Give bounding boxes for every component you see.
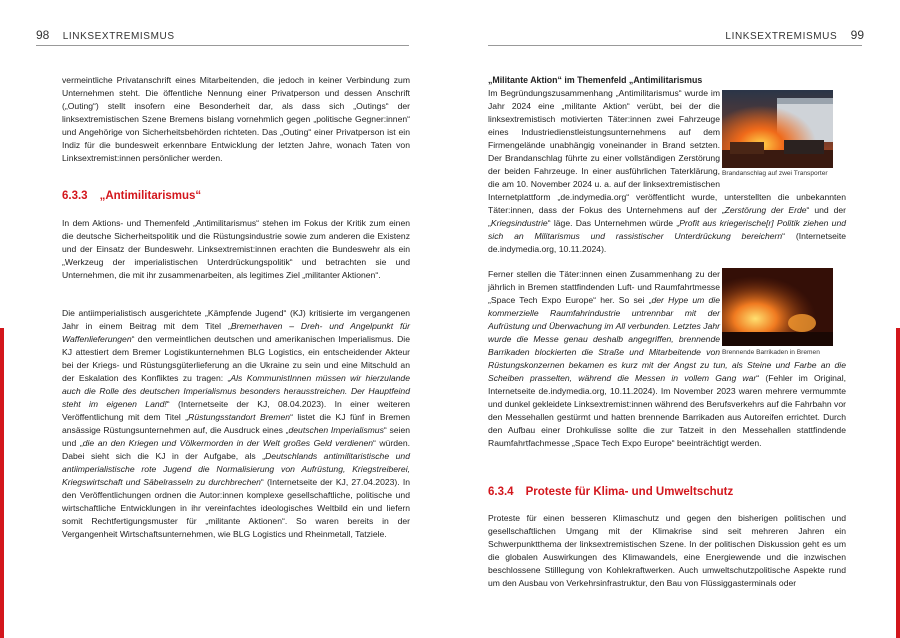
subheading-militante-aktion: „Militante Aktion“ im Themenfeld „Antimilitarismus	[488, 75, 703, 85]
section-6-3-3-heading	[62, 190, 201, 202]
right-block-2: Ferner stellen die Täter:innen einen Zusammenhang zu der jährlich in Bremen stattfindenden Luft- und Raumfahrtmesse „Space Tech Expo Europe“ her. So sei „der Hype um die kommerzielle Raumfahrindustrie untrennbar mit der Aufrüstung und Überwachung im All verbunden. Letztes Jahr wurde die Messe genau deshalb angegriffen, brennende Barrikaden blockierten die Straße und Mitarbeitende von Rüstungskonzernen bekamen es kurz mit der Angst zu tun, als Steine und Farbe an die Scheiben prasselten, während die Messen in vollem Gang war“ (Fehler im Original, Internetseite de.indymedia.org, 10.11.2024). Im November 2023 waren mehrere vermummte und dunkel gekleidete Linksextremist:innen während des Berufsverkehrs auf die Fahrbahn vor den Messehallen gestürmt und hatten brennende Barrikaden aus Autoreifen errichtet. Durch den Aufbau einer Drohkulisse sollte die zur Tatzeit in den Messehallen stattfindende Raumfahrtfachmesse „Space Tech Expo Europe“ beeinträchtigt werden.	[488, 269, 846, 448]
right-page	[450, 0, 900, 638]
section-6-3-4-heading	[488, 486, 733, 498]
right-header-rule	[488, 45, 862, 46]
caption-photo-1: Brandanschlag auf zwei Transporter	[722, 170, 828, 177]
left-para-2	[62, 217, 410, 282]
section-number-2: 6.3.4	[488, 486, 514, 498]
right-block-1: Im Begründungszusammenhang „Antimilitarismus“ wurde im Jahr 2024 eine „militante Aktion“ verübt, bei der die linksextremistisch motivierten Täter:innen zwei Fahrzeuge eines Industriedienstleistungsunternehmens auf dem Firmengelände unabhängig voneinander in Brand setzten. Der Brandanschlag führte zu einer vollständigen Zerstörung der beiden Fahrzeuge. In einer ausführlichen Taterklärung, die am 10. November 2024 u. a. auf der linksextremistischen Internetplattform „de.indymedia.org“ veröffentlicht wurde, unterstellten die unbekannten Täter:innen, dass der Fokus des Unternehmens auf der „Zerstörung der Erde“ und der „Kriegsindustrie“ läge. Das Unternehmen würde „Profit aus kriegerische[r] Politik ziehen und sich an Militarismus und rassistischer Unterdrückung bereichern“ (Internetseite de.indymedia.org, 10.11.2024).	[488, 88, 847, 254]
left-page-number: 98	[36, 28, 50, 42]
left-para-3	[62, 307, 410, 541]
left-para-3-text: Die antiimperialistisch ausgerichtete „Kämpfende Jugend“ (KJ) kritisierte im vergangenen Jahr in einem Beitrag mit dem Titel „Bremerhaven – Dreh- und Angelpunkt für Waffenlieferungen“ den vermeintlichen deutschen und amerikanischen Imperialismus. Die KJ attestiert dem Bremer Logistikunternehmen BLG Logistics, ein entscheidender Akteur bei der Kriegs- und Rüstungsgüterlieferung an die Ukraine zu sein und eine Mitschuld an der Eskalation des Konfliktes zu tragen: „Als KommunistInnen müssen wir hierzulande auch die Rolle des deutschen Imperialismus besonders herausstreichen. Der Hauptfeind steht im eigenen Land!“ (Internetseite der KJ, 08.04.2023). In einer weiteren Veröffentlichung mit dem Titel „Rüstungsstandort Bremen“ listet die KJ fünf in Bremen ansässige Rüstungsunternehmen auf, die Ausdruck eines „deutschen Imperialismus“ seien und „die an den Kriegen und Völkermorden in der Welt großes Geld verdienen“ würden. Dabei sieht sich die KJ in der Aufgabe, als „Deutschlands antimilitaristische und antiimperialistische rote Jugend die Normalisierung von Aufrüstung, Kriegstreiberei, Kriegswirtschaft und Säbelrasseln zu durchbrechen“ (Internetseite der KJ, 27.04.2023). In den Veröffentlichungen ordnen die Autor:innen komplexe gesellschaftliche, politische und wirtschaftliche Entwicklungen in ihr vereinfachtes ideologisches Weltbild ein und liefern somit Rechtfertigungsmuster für „militante Aktionen“. So waren bereits in der Vergangenheit Wirtschaftsunternehmen, wie BLG Logistics und Rheinmetall, Tatziele.	[62, 308, 411, 539]
right-top-text	[488, 74, 846, 256]
left-running-title: LINKSEXTREMISMUS	[62, 31, 175, 42]
left-edge-bar	[0, 328, 4, 638]
right-para-last-text: Proteste für einen besseren Klimaschutz und gegen den bisherigen politischen und gesellschaftlichen Umgang mit der Klimakrise sind seit mehreren Jahren ein Schwerpunktthema der linksextremistischen Szene. In der politischen Diskussion geht es um die globalen Auswirkungen des Klimawandels, eine Energiewende und die inzwischen beschlossene Stilllegung von Kohlekraftwerken. Auch umweltschutzpolitische Aspekte rund um den Ausbau von Verkehrsinfrastruktur, den Bau von Flüssiggasterminals oder	[488, 513, 846, 588]
left-para-1	[62, 74, 410, 165]
section-title: „Antimilitarismus“	[99, 190, 202, 202]
caption-photo-2: Brennende Barrikaden in Bremen	[722, 349, 820, 356]
right-running-title: LINKSEXTREMISMUS	[725, 31, 838, 42]
left-para-1-text: vermeintliche Privatanschrift eines Mitarbeitenden, die jedoch in keiner Verbindung zum Unternehmen steht. Die öffentliche Nennung einer Privatperson und dessen Anschrift („Outing“) stellt insofern eine Besonderheit dar, als dass sich „Outings“ der linksextremistischen Szene Bremens bislang vornehmlich gegen „politische Gegner:innen“ und Angehörige von Sicherheitsbehörden richteten. Das „Outing“ einer Privatperson ist ein Indiz für die bundesweit erkennbare Entwicklung der letzten Jahre, wonach Taten von Linksextremist:innen persönlicher werden.	[62, 75, 410, 163]
right-edge-bar	[896, 328, 900, 638]
right-para-last	[488, 512, 846, 590]
left-running-head	[36, 28, 175, 42]
section-number: 6.3.3	[62, 190, 88, 202]
section-title-2: Proteste für Klima- und Umweltschutz	[525, 486, 734, 498]
left-para-2-text: In dem Aktions- und Themenfeld „Antimilitarismus“ stehen im Fokus der Kritik zum einen die deutsche Sicherheitspolitik und die Rüstungsindustrie sowie zum anderen die Existenz und der Einsatz der Bundeswehr. Linksextremist:innen erachten die Bundeswehr als ein „Werkzeug der imperialistischen Unterdrückungspolitik“ und betrachten sie und Unternehmen, die mit ihr zusammenarbeiten, als legitimes Ziel „militanter Aktionen“.	[62, 218, 410, 280]
right-running-head	[725, 28, 864, 42]
right-middle-text	[488, 268, 846, 450]
left-header-rule	[36, 45, 409, 46]
right-page-number: 99	[850, 28, 864, 42]
